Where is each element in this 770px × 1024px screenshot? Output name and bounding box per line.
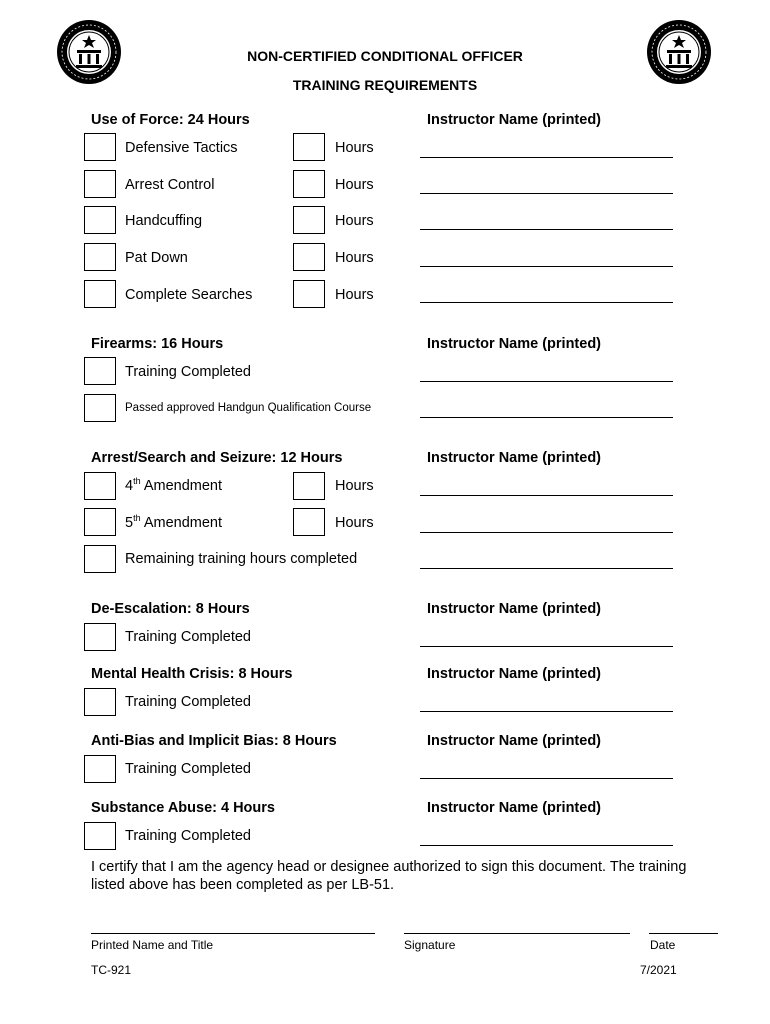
item-label: Passed approved Handgun Qualification Course [125, 402, 372, 414]
printed-name-field[interactable] [91, 933, 375, 934]
form-subtitle: TRAINING REQUIREMENTS [292, 77, 478, 93]
fourth-amendment-hours-field[interactable] [293, 472, 325, 500]
handgun-qualification-checkbox[interactable] [84, 394, 116, 422]
fourth-amendment-checkbox[interactable] [84, 472, 116, 500]
firearms-training-checkbox[interactable] [84, 357, 116, 385]
instructor-label: Instructor Name (printed) [427, 733, 602, 749]
section-title-anti-bias: Anti-Bias and Implicit Bias: 8 Hours [91, 733, 337, 749]
item-label: Training Completed [125, 828, 251, 844]
instructor-name-field[interactable] [420, 417, 673, 418]
instructor-name-field[interactable] [420, 229, 673, 230]
section-title-mental-health: Mental Health Crisis: 8 Hours [91, 666, 293, 682]
instructor-name-field[interactable] [420, 845, 673, 846]
hours-label: Hours [335, 177, 374, 193]
item-label: Training Completed [125, 364, 251, 380]
anti-bias-checkbox[interactable] [84, 755, 116, 783]
item-label: 5th Amendment [125, 513, 223, 531]
pat-down-hours-field[interactable] [293, 243, 325, 271]
section-title-arrest-search: Arrest/Search and Seizure: 12 Hours [91, 450, 343, 466]
substance-abuse-checkbox[interactable] [84, 822, 116, 850]
hours-label: Hours [335, 140, 374, 156]
hours-label: Hours [335, 515, 374, 531]
signature-label: Signature [404, 938, 456, 952]
instructor-name-field[interactable] [420, 646, 673, 647]
complete-searches-hours-field[interactable] [293, 280, 325, 308]
instructor-name-field[interactable] [420, 157, 673, 158]
item-label: 4th Amendment [125, 476, 223, 494]
mental-health-checkbox[interactable] [84, 688, 116, 716]
item-label: Training Completed [125, 761, 251, 777]
section-title-substance-abuse: Substance Abuse: 4 Hours [91, 800, 275, 816]
arrest-control-hours-field[interactable] [293, 170, 325, 198]
section-title-firearms: Firearms: 16 Hours [91, 336, 224, 352]
handcuffing-hours-field[interactable] [293, 206, 325, 234]
instructor-label: Instructor Name (printed) [427, 450, 602, 466]
instructor-label: Instructor Name (printed) [427, 336, 602, 352]
instructor-name-field[interactable] [420, 532, 673, 533]
item-label: Handcuffing [125, 213, 203, 229]
item-label: Training Completed [125, 694, 251, 710]
instructor-name-field[interactable] [420, 495, 673, 496]
revision-date: 7/2021 [640, 963, 677, 977]
instructor-name-field[interactable] [420, 568, 673, 569]
remaining-hours-checkbox[interactable] [84, 545, 116, 573]
fifth-amendment-hours-field[interactable] [293, 508, 325, 536]
hours-label: Hours [335, 213, 374, 229]
instructor-name-field[interactable] [420, 193, 673, 194]
item-label: Arrest Control [125, 177, 215, 193]
date-field[interactable] [649, 933, 718, 934]
item-label: Defensive Tactics [125, 140, 238, 156]
instructor-name-field[interactable] [420, 302, 673, 303]
instructor-name-field[interactable] [420, 266, 673, 267]
form-title: NON-CERTIFIED CONDITIONAL OFFICER [247, 48, 523, 64]
item-label: Training Completed [125, 629, 251, 645]
certification-statement: I certify that I am the agency head or designee authorized to sign this document. The training listed above has been completed as per LB-51. [91, 859, 687, 893]
fifth-amendment-checkbox[interactable] [84, 508, 116, 536]
instructor-label: Instructor Name (printed) [427, 800, 602, 816]
hours-label: Hours [335, 287, 374, 303]
arrest-control-checkbox[interactable] [84, 170, 116, 198]
pat-down-checkbox[interactable] [84, 243, 116, 271]
defensive-tactics-hours-field[interactable] [293, 133, 325, 161]
form-number: TC-921 [91, 963, 132, 977]
hours-label: Hours [335, 478, 374, 494]
handcuffing-checkbox[interactable] [84, 206, 116, 234]
complete-searches-checkbox[interactable] [84, 280, 116, 308]
item-label: Pat Down [125, 250, 188, 266]
signature-field[interactable] [404, 933, 630, 934]
defensive-tactics-checkbox[interactable] [84, 133, 116, 161]
section-title-de-escalation: De-Escalation: 8 Hours [91, 601, 250, 617]
instructor-name-field[interactable] [420, 711, 673, 712]
instructor-name-field[interactable] [420, 778, 673, 779]
item-label: Complete Searches [125, 287, 253, 303]
section-title-use-of-force: Use of Force: 24 Hours [91, 112, 250, 128]
item-label: Remaining training hours completed [125, 551, 358, 567]
printed-name-label: Printed Name and Title [91, 938, 214, 952]
instructor-label: Instructor Name (printed) [427, 666, 602, 682]
date-label: Date [650, 938, 676, 952]
instructor-label: Instructor Name (printed) [427, 601, 602, 617]
instructor-label: Instructor Name (printed) [427, 112, 602, 128]
hours-label: Hours [335, 250, 374, 266]
instructor-name-field[interactable] [420, 381, 673, 382]
de-escalation-checkbox[interactable] [84, 623, 116, 651]
